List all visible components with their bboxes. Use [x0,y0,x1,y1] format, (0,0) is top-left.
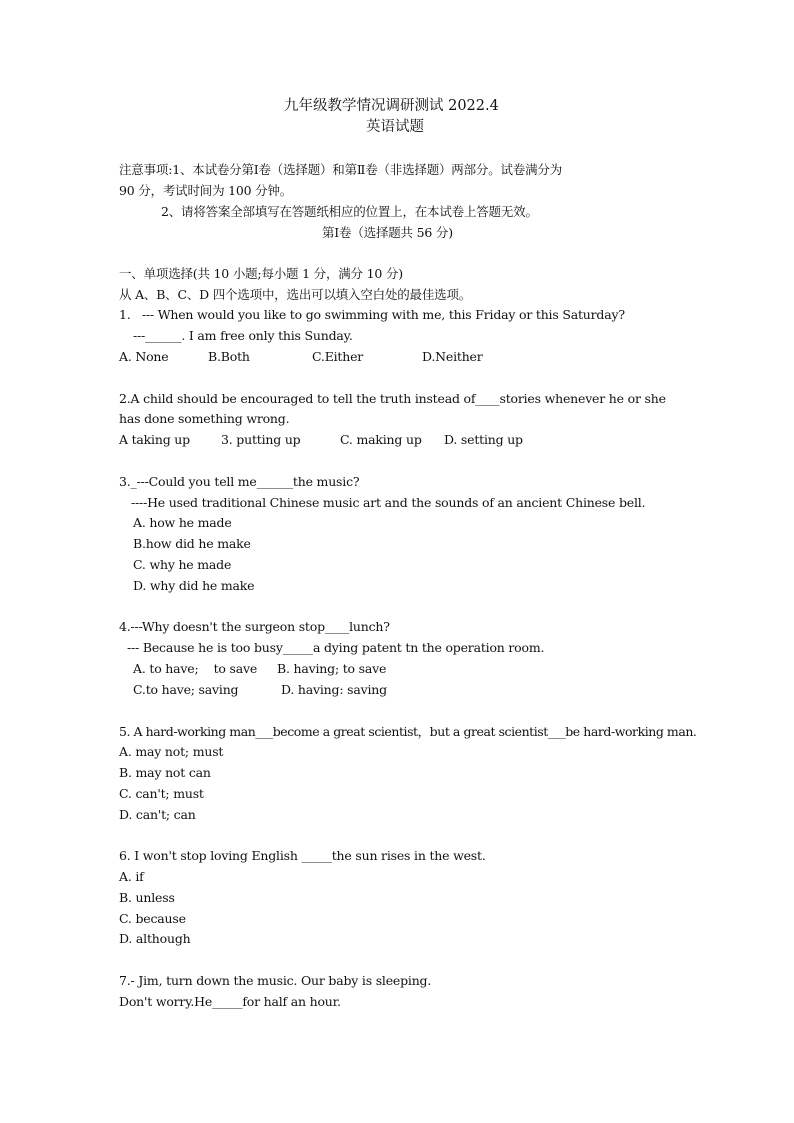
question-5-stem: 5. A hard-working man___become a great scientist，but a great scientist___be hard-working man. [119,724,697,739]
question-2-stem-line-1: 2.A child should be encouraged to tell the truth instead of____stories whenever he or she [119,391,666,406]
option: A. None [119,349,169,364]
question-5-option-b: B. may not can [119,765,211,780]
question-4-reply: --- Because he is too busy_____a dying patent tn the operation room. [127,640,545,655]
question-6-stem: 6. I won't stop loving English _____the sun rises in the west. [119,848,486,863]
question-3-option-d: D. why did he make [133,578,255,593]
section-instruction: 从 A、B、C、D 四个选项中，选出可以填入空白处的最佳选项。 [119,287,472,302]
question-3-reply: ----He used traditional Chinese music art and the sounds of an ancient Chinese bell. [131,495,646,510]
question-6-option-d: D. although [119,931,191,946]
exam-subtitle: 英语试题 [366,119,424,135]
option: C. making up [340,432,422,447]
question-6-option-a: A. if [119,869,144,884]
question-3-stem: 3._---Could you tell me______the music? [119,474,360,489]
section-title: 一、单项选择(共 10 小题;每小题 1 分，满分 10 分) [119,266,403,281]
question-3-option-c: C. why he made [133,557,232,572]
notes-line-1: 注意事项:1、本试卷分第Ⅰ卷（选择题）和第Ⅱ卷（非选择题）两部分。试卷满分为 [119,162,562,177]
question-2-stem-line-2: has done something wrong. [119,411,290,426]
option: B.Both [208,349,250,364]
option: B. having; to save [277,661,387,676]
question-5-option-a: A. may not; must [119,744,224,759]
option: A. to have; to save [133,661,258,676]
question-3-option-b: B.how did he make [133,536,251,551]
option: D. having: saving [281,682,387,697]
option: C.to have; saving [133,682,239,697]
question-7-reply: Don't worry.He_____for half an hour. [119,994,341,1009]
part-one-title: 第Ⅰ卷（选择题共 56 分) [322,225,453,240]
question-3-option-a: A. how he made [133,515,232,530]
question-7-stem: 7.- Jim, turn down the music. Our baby is sleeping. [119,973,432,988]
notes-line-2: 90 分，考试时间为 100 分钟。 [119,183,293,198]
question-6-option-b: B. unless [119,890,175,905]
exam-title: 九年级教学情况调研测试 2022.4 [284,98,499,114]
question-6-option-c: C. because [119,911,186,926]
question-4-stem: 4.---Why doesn't the surgeon stop____lunch? [119,619,390,634]
option: D.Neither [422,349,483,364]
question-1-stem: 1. --- When would you like to go swimming with me, this Friday or this Saturday? [119,307,625,322]
option: C.Either [312,349,364,364]
notes-line-3: 2、请将答案全部填写在答题纸相应的位置上，在本试卷上答题无效。 [161,204,538,219]
question-5-option-c: C. can't; must [119,786,204,801]
option: 3. putting up [221,432,301,447]
option: D. setting up [444,432,523,447]
question-5-option-d: D. can't; can [119,807,196,822]
question-1-reply: ---______. I am free only this Sunday. [133,328,353,343]
option: A taking up [119,432,190,447]
